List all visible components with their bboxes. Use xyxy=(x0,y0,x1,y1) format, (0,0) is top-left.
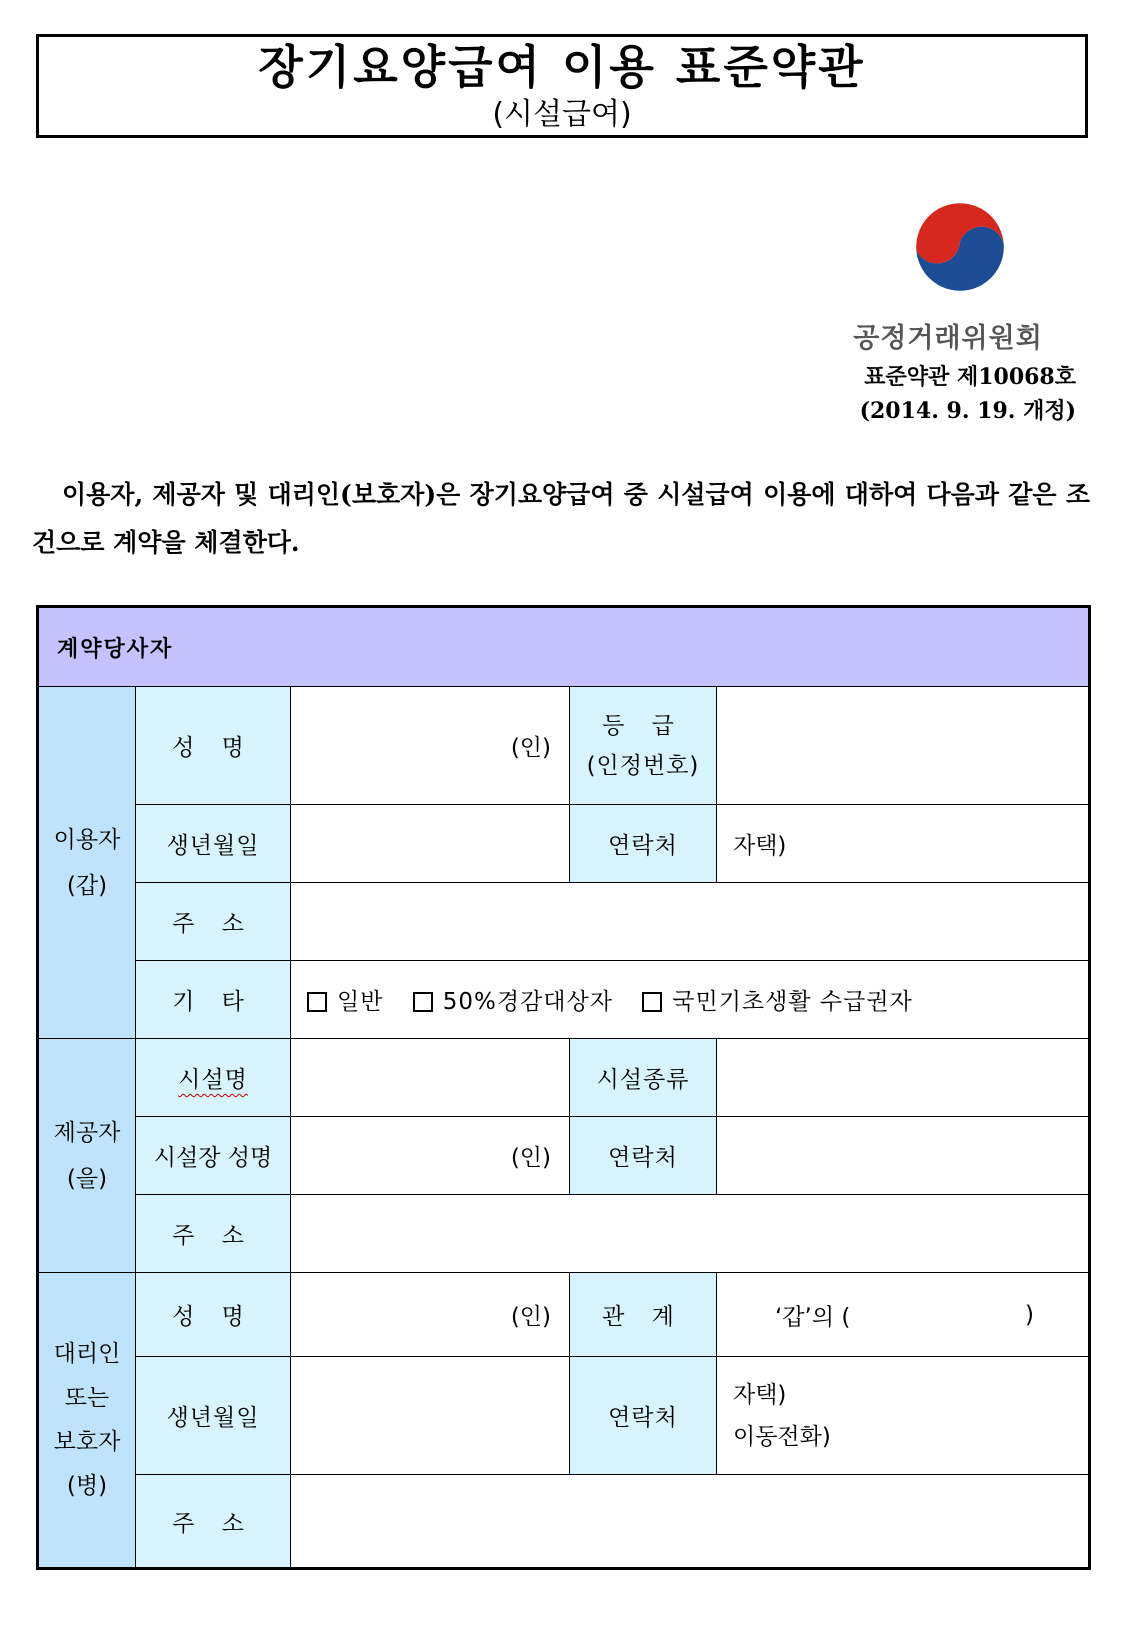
guardian-birth-label: 생년월일 xyxy=(136,1357,291,1475)
facility-name-field[interactable] xyxy=(291,1039,570,1117)
government-emblem-icon xyxy=(908,196,1012,300)
provider-contact-label: 연락처 xyxy=(570,1117,717,1195)
guardian-address-label: 주 소 xyxy=(136,1475,291,1569)
document-subtitle: (시설급여) xyxy=(492,97,632,132)
revision-date: (2014. 9. 19. 개정) xyxy=(859,398,1076,424)
seal-mark: (인) xyxy=(510,1145,551,1171)
user-etc-options xyxy=(291,961,1090,1039)
facility-name-label: 시설명 xyxy=(136,1039,291,1117)
user-address-field[interactable] xyxy=(291,883,1090,961)
user-contact-label: 연락처 xyxy=(570,805,717,883)
guardian-address-field[interactable] xyxy=(291,1475,1090,1569)
user-contact-field[interactable]: 자택) xyxy=(717,805,1090,883)
provider-address-field[interactable] xyxy=(291,1195,1090,1273)
guardian-name-label: 성 명 xyxy=(136,1273,291,1357)
issuer-name: 공정거래위원회 xyxy=(853,323,1043,354)
table-header: 계약당사자 xyxy=(38,607,1090,687)
guardian-name-field[interactable] xyxy=(291,1273,570,1357)
guardian-relation-field[interactable]: ‘갑’의 ( ) xyxy=(717,1273,1090,1357)
checkbox-basic-livelihood[interactable]: 국민기초생활 수급권자 xyxy=(642,989,935,1015)
checkbox-general[interactable]: 일반 xyxy=(307,989,405,1015)
guardian-relation-label: 관 계 xyxy=(570,1273,717,1357)
user-group-label: 이용자 (갑) xyxy=(38,687,136,1039)
provider-address-label: 주 소 xyxy=(136,1195,291,1273)
title-box xyxy=(36,34,1088,138)
director-name-field[interactable] xyxy=(291,1117,570,1195)
facility-type-field[interactable] xyxy=(717,1039,1090,1117)
user-grade-field[interactable] xyxy=(717,687,1090,805)
document-title: 장기요양급여 이용 표준약관 xyxy=(258,40,866,94)
user-address-label: 주 소 xyxy=(136,883,291,961)
provider-group-label: 제공자 (을) xyxy=(38,1039,136,1273)
user-birth-field[interactable] xyxy=(291,805,570,883)
contract-parties-table xyxy=(36,605,1091,1570)
intro-paragraph: 이용자, 제공자 및 대리인(보호자)은 장기요양급여 중 시설급여 이용에 대하여 다음과 같은 조건으로 계약을 체결한다. xyxy=(32,480,1090,557)
user-name-label: 성 명 xyxy=(136,687,291,805)
guardian-birth-field[interactable] xyxy=(291,1357,570,1475)
user-birth-label: 생년월일 xyxy=(136,805,291,883)
checkbox-50-percent-reduction[interactable]: 50%경감대상자 xyxy=(413,989,635,1015)
user-name-field[interactable] xyxy=(291,687,570,805)
provider-contact-field[interactable] xyxy=(717,1117,1090,1195)
seal-mark: (인) xyxy=(510,735,551,761)
guardian-group-label: 대리인 또는 보호자 (병) xyxy=(38,1273,136,1569)
director-name-label: 시설장 성명 xyxy=(136,1117,291,1195)
user-etc-label: 기 타 xyxy=(136,961,291,1039)
standard-number: 표준약관 제10068호 xyxy=(864,364,1076,390)
guardian-contact-field[interactable]: 자택) 이동전화) xyxy=(717,1357,1090,1475)
guardian-contact-label: 연락처 xyxy=(570,1357,717,1475)
user-grade-label: 등 급 (인정번호) xyxy=(570,687,717,805)
seal-mark: (인) xyxy=(510,1304,551,1330)
facility-type-label: 시설종류 xyxy=(570,1039,717,1117)
